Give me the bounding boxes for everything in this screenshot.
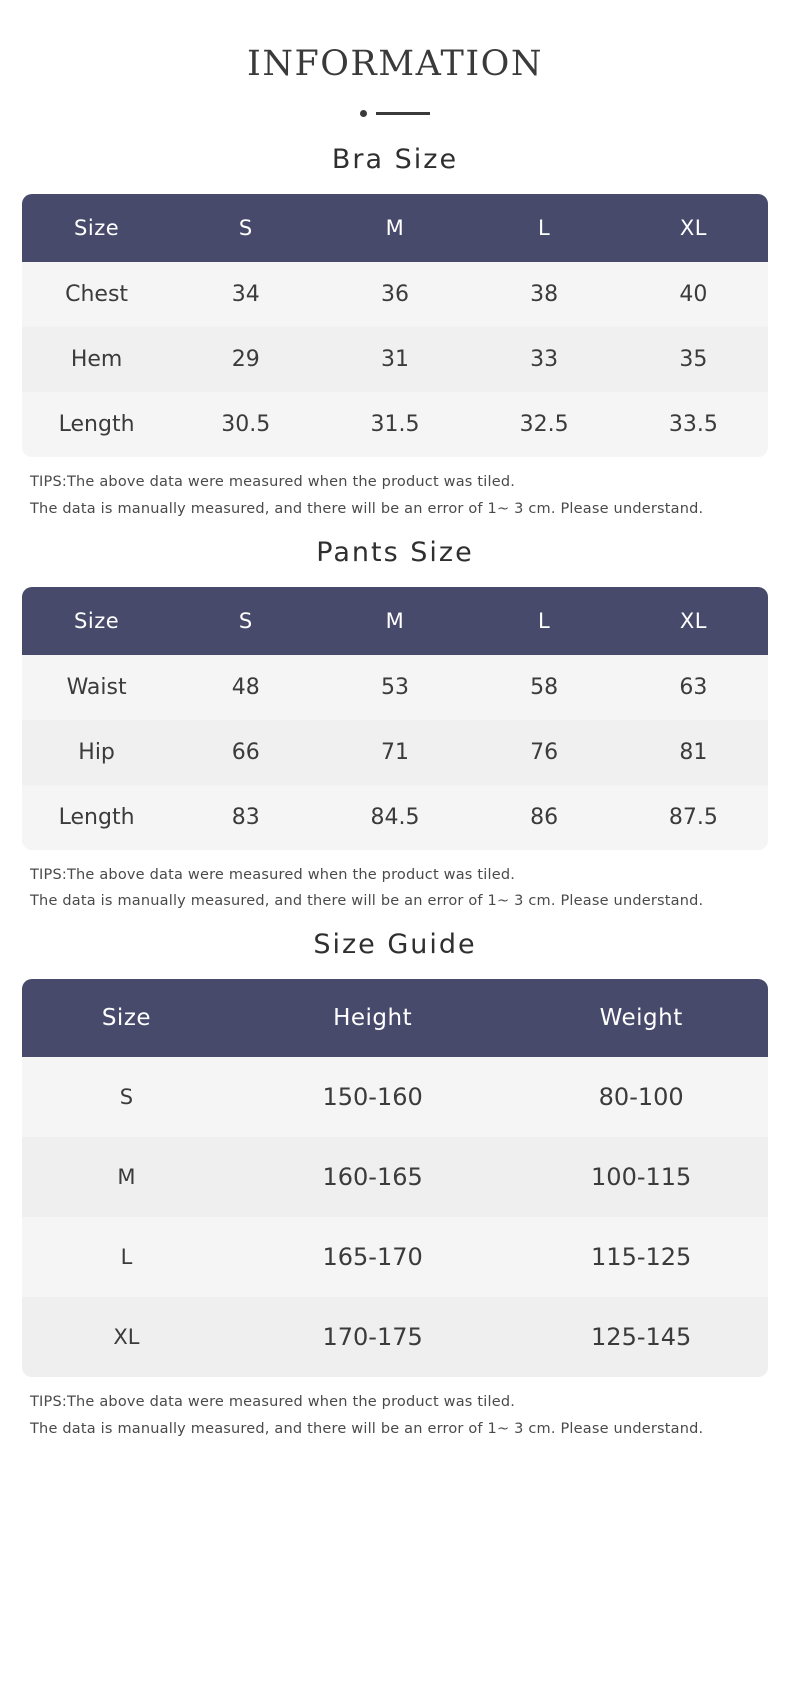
cell-value: 170-175 (231, 1297, 514, 1377)
row-label: Chest (22, 262, 171, 327)
section-title-size-guide: Size Guide (313, 929, 477, 961)
table-header-row (22, 194, 768, 262)
cell-value: 35 (619, 327, 768, 392)
table-size-guide (22, 979, 768, 1377)
row-label: L (22, 1217, 231, 1297)
column-header-m: M (320, 194, 469, 262)
row-label: M (22, 1137, 231, 1217)
row-label: XL (22, 1297, 231, 1377)
cell-value: 38 (470, 262, 619, 327)
cell-value: 36 (320, 262, 469, 327)
tips-line: The data is manually measured, and there will be an error of 1~ 3 cm. Please understand. (30, 893, 704, 910)
table-header (22, 979, 768, 1057)
cell-value: 86 (470, 785, 619, 850)
column-header-l: L (470, 194, 619, 262)
cell-value: 81 (619, 720, 768, 785)
row-label: Length (22, 785, 171, 850)
cell-value: 125-145 (514, 1297, 768, 1377)
table-row (22, 655, 768, 720)
cell-value: 160-165 (231, 1137, 514, 1217)
cell-value: 100-115 (514, 1137, 768, 1217)
table-header (22, 587, 768, 655)
cell-value: 83 (171, 785, 320, 850)
table-pants-size (22, 587, 768, 850)
cell-value: 76 (470, 720, 619, 785)
cell-value: 33 (470, 327, 619, 392)
page-title: INFORMATION (247, 44, 543, 84)
table-header (22, 194, 768, 262)
tips-line: TIPS:The above data were measured when the product was tiled. (30, 1394, 516, 1411)
table-row (22, 327, 768, 392)
cell-value: 150-160 (231, 1057, 514, 1137)
tips-line: The data is manually measured, and there will be an error of 1~ 3 cm. Please understand. (30, 1421, 704, 1438)
cell-value: 66 (171, 720, 320, 785)
column-header-s: S (171, 587, 320, 655)
row-label: Waist (22, 655, 171, 720)
row-label: Length (22, 392, 171, 457)
table-row (22, 720, 768, 785)
cell-value: 165-170 (231, 1217, 514, 1297)
cell-value: 115-125 (514, 1217, 768, 1297)
tips-line: TIPS:The above data were measured when the product was tiled. (30, 474, 516, 490)
column-header-size: Size (22, 194, 171, 262)
column-header-height: Height (231, 979, 514, 1057)
table-body (22, 655, 768, 850)
cell-value: 32.5 (470, 392, 619, 457)
cell-value: 31.5 (320, 392, 469, 457)
cell-value: 71 (320, 720, 469, 785)
cell-value: 80-100 (514, 1057, 768, 1137)
tips-size-guide (22, 1389, 768, 1443)
table-row (22, 785, 768, 850)
table-body (22, 1057, 768, 1377)
column-header-s: S (171, 194, 320, 262)
cell-value: 40 (619, 262, 768, 327)
dot-dash-divider-icon (22, 106, 768, 120)
cell-value: 63 (619, 655, 768, 720)
column-header-size: Size (22, 979, 231, 1057)
table-bra-size (22, 194, 768, 457)
cell-value: 31 (320, 327, 469, 392)
table-row (22, 1297, 768, 1377)
cell-value: 30.5 (171, 392, 320, 457)
row-label: S (22, 1057, 231, 1137)
column-header-l: L (470, 587, 619, 655)
row-label: Hem (22, 327, 171, 392)
table-header-row (22, 979, 768, 1057)
tips-pants-size (22, 862, 768, 916)
table-row (22, 1137, 768, 1217)
cell-value: 87.5 (619, 785, 768, 850)
tips-bra-size (22, 469, 768, 523)
cell-value: 29 (171, 327, 320, 392)
column-header-weight: Weight (514, 979, 768, 1057)
column-header-m: M (320, 587, 469, 655)
column-header-xl: XL (619, 194, 768, 262)
table-row (22, 392, 768, 457)
table-row (22, 262, 768, 327)
table-row (22, 1217, 768, 1297)
row-label: Hip (22, 720, 171, 785)
divider-dot (360, 110, 367, 117)
cell-value: 53 (320, 655, 469, 720)
column-header-xl: XL (619, 587, 768, 655)
cell-value: 33.5 (619, 392, 768, 457)
tips-line: TIPS:The above data were measured when the product was tiled. (30, 866, 516, 883)
table-body (22, 262, 768, 457)
cell-value: 58 (470, 655, 619, 720)
column-header-size: Size (22, 587, 171, 655)
table-row (22, 1057, 768, 1137)
table-header-row (22, 587, 768, 655)
divider-bar (376, 112, 430, 115)
section-title-pants-size: Pants Size (316, 536, 474, 568)
section-title-bra-size: Bra Size (331, 144, 459, 175)
cell-value: 34 (171, 262, 320, 327)
tips-line: The data is manually measured, and there will be an error of 1~ 3 cm. Please understand. (30, 500, 704, 517)
cell-value: 48 (171, 655, 320, 720)
cell-value: 84.5 (320, 785, 469, 850)
